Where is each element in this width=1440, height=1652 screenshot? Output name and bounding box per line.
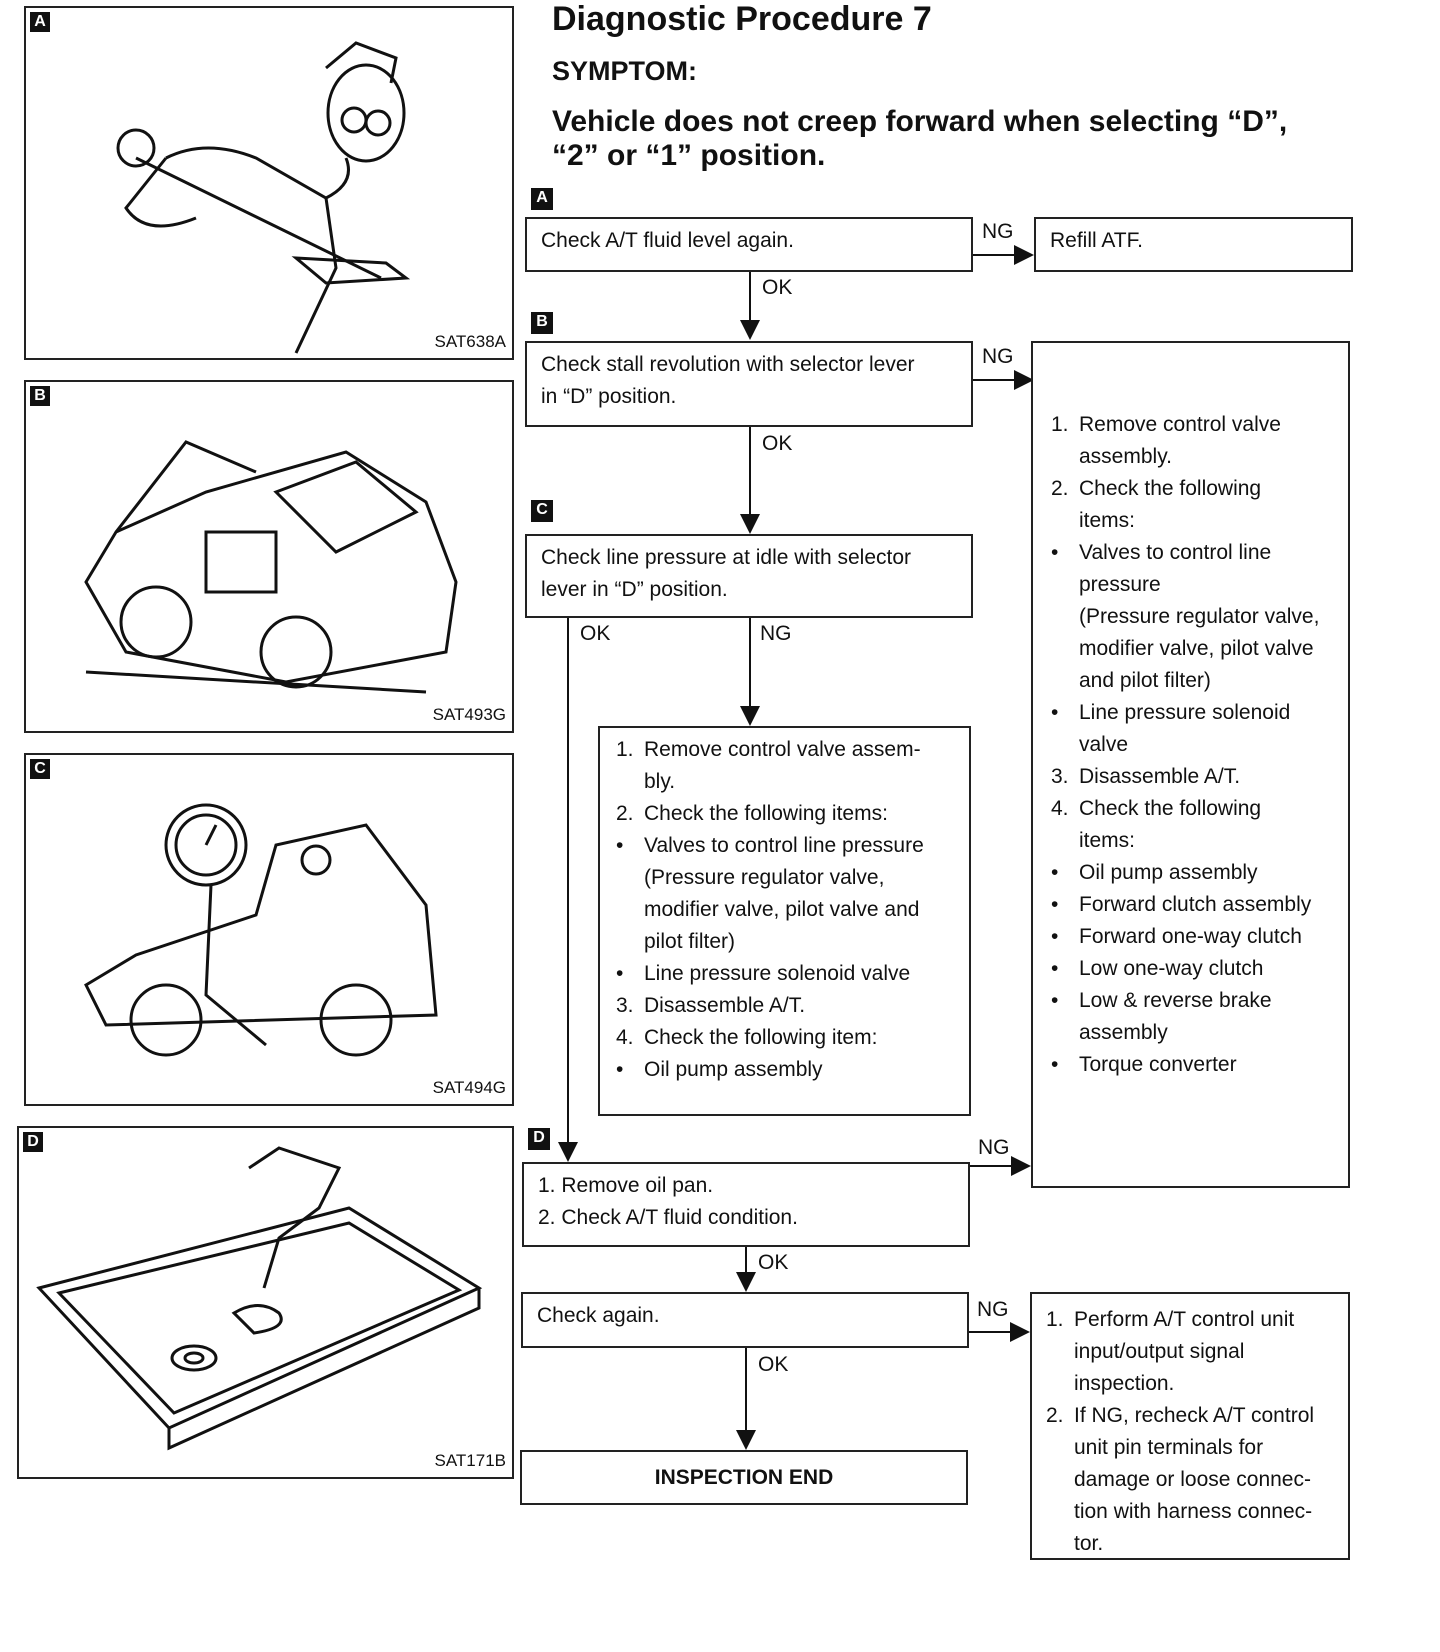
list-item xyxy=(1051,601,1338,633)
ok-label-a: OK xyxy=(762,276,793,299)
list-item-text: items: xyxy=(1079,509,1136,532)
figure-code-c: SAT494G xyxy=(432,1078,506,1097)
step-b-box xyxy=(525,341,973,427)
list-item xyxy=(1046,1400,1338,1432)
inspection-end-text: INSPECTION END xyxy=(654,1466,834,1489)
component-check-list xyxy=(1051,409,1338,1081)
ng-label-b: NG xyxy=(982,345,1014,368)
list-item-text: Oil pump assembly xyxy=(1079,861,1258,884)
list-item-text: items: xyxy=(1079,829,1136,852)
list-marker: 2. xyxy=(1051,477,1069,500)
figure-code-d: SAT171B xyxy=(434,1451,506,1470)
list-marker: • xyxy=(616,834,624,857)
ok-label-c: OK xyxy=(580,622,611,645)
panel-tag-a: A xyxy=(30,12,50,32)
list-marker: 1. xyxy=(1051,413,1069,436)
refill-atf-box xyxy=(1034,217,1353,272)
list-item-text: Valves to control line pressure xyxy=(644,834,924,857)
list-item-text: (Pressure regulator valve, xyxy=(1079,605,1320,628)
list-item-text: unit pin terminals for xyxy=(1074,1436,1264,1459)
step-a-text: Check A/T fluid level again. xyxy=(541,229,794,252)
list-item xyxy=(1051,537,1338,569)
step-tag-d: D xyxy=(528,1128,550,1150)
list-item xyxy=(1051,793,1338,825)
list-item-text: pilot filter) xyxy=(644,930,736,953)
list-item-text: Line pressure solenoid xyxy=(1079,701,1291,724)
line-pressure-ng-box xyxy=(598,726,971,1116)
list-item-text: Low & reverse brake xyxy=(1079,989,1272,1012)
control-unit-inspection-box xyxy=(1030,1292,1350,1560)
list-item-text: inspection. xyxy=(1074,1372,1175,1395)
list-item xyxy=(1051,729,1338,761)
list-item xyxy=(1046,1368,1338,1400)
list-marker: 3. xyxy=(1051,765,1069,788)
list-item xyxy=(1051,569,1338,601)
list-marker: 4. xyxy=(1051,797,1069,820)
list-item-text: Line pressure solenoid valve xyxy=(644,962,911,985)
list-item xyxy=(1046,1496,1338,1528)
list-marker: • xyxy=(1051,957,1059,980)
list-item xyxy=(1051,857,1338,889)
step-a-box xyxy=(525,217,973,272)
list-item-text: Forward clutch assembly xyxy=(1079,893,1312,916)
list-item xyxy=(616,1054,955,1086)
list-item-text: Check the following items: xyxy=(644,802,888,825)
list-item xyxy=(616,958,955,990)
ng-label-a: NG xyxy=(982,220,1014,243)
list-item xyxy=(616,990,955,1022)
step-d-box xyxy=(522,1162,970,1247)
list-item xyxy=(616,1022,955,1054)
list-item-text: assembly xyxy=(1079,1021,1168,1044)
list-item-text: Torque converter xyxy=(1079,1053,1237,1076)
list-item-text: Remove control valve assem- xyxy=(644,738,921,761)
list-item xyxy=(616,926,955,958)
step-tag-c: C xyxy=(531,500,553,522)
list-item xyxy=(1046,1336,1338,1368)
list-item-text: Low one-way clutch xyxy=(1079,957,1264,980)
check-again-text: Check again. xyxy=(537,1304,660,1327)
list-item-text: modifier valve, pilot valve and xyxy=(644,898,920,921)
list-item-text: bly. xyxy=(644,770,676,793)
list-item xyxy=(1046,1432,1338,1464)
list-marker: • xyxy=(1051,893,1059,916)
step-d-line-1: 1. Remove oil pan. xyxy=(538,1174,714,1197)
inspection-end-box xyxy=(520,1450,968,1505)
ok-label-b: OK xyxy=(762,432,793,455)
list-item-text: and pilot filter) xyxy=(1079,669,1211,692)
list-item-text: If NG, recheck A/T control xyxy=(1074,1404,1315,1427)
list-item xyxy=(616,798,955,830)
list-item-text: Check the following item: xyxy=(644,1026,878,1049)
list-marker: • xyxy=(1051,541,1059,564)
list-item xyxy=(616,766,955,798)
list-marker: 1. xyxy=(1046,1308,1064,1331)
ng-label-d: NG xyxy=(978,1136,1010,1159)
step-b-line-2: in “D” position. xyxy=(541,385,677,408)
step-b-line-1: Check stall revolution with selector lever xyxy=(541,353,915,376)
step-tag-b: B xyxy=(531,312,553,334)
list-marker: • xyxy=(1051,701,1059,724)
list-item xyxy=(1046,1464,1338,1496)
list-item xyxy=(1051,1017,1338,1049)
list-marker: • xyxy=(616,962,624,985)
line-pressure-ng-list xyxy=(616,734,955,1086)
component-check-box xyxy=(1031,341,1350,1188)
symptom-line-1: Vehicle does not creep forward when selecting “D”, xyxy=(552,105,1288,138)
list-item-text: valve xyxy=(1079,733,1129,756)
list-item xyxy=(616,894,955,926)
list-marker: • xyxy=(1051,925,1059,948)
list-item xyxy=(1051,1049,1338,1081)
list-item-text: Forward one-way clutch xyxy=(1079,925,1302,948)
list-marker: 4. xyxy=(616,1026,634,1049)
symptom-label: SYMPTOM: xyxy=(552,56,698,86)
list-item-text: tion with harness connec- xyxy=(1074,1500,1313,1523)
list-marker: • xyxy=(616,1058,624,1081)
list-item xyxy=(616,862,955,894)
list-item-text: pressure xyxy=(1079,573,1161,596)
list-item-text: modifier valve, pilot valve xyxy=(1079,637,1314,660)
list-item-text: damage or loose connec- xyxy=(1074,1468,1311,1491)
panel-tag-c: C xyxy=(30,759,50,779)
list-item xyxy=(1051,505,1338,537)
list-marker: • xyxy=(1051,1053,1059,1076)
list-item xyxy=(1051,985,1338,1017)
list-marker: 2. xyxy=(1046,1404,1064,1427)
figure-code-b: SAT493G xyxy=(432,705,506,724)
list-marker: • xyxy=(1051,861,1059,884)
list-item xyxy=(616,734,955,766)
list-item xyxy=(1051,761,1338,793)
list-item-text: Remove control valve xyxy=(1079,413,1281,436)
step-c-line-1: Check line pressure at idle with selector xyxy=(541,546,912,569)
list-marker: 3. xyxy=(616,994,634,1017)
list-item-text: Oil pump assembly xyxy=(644,1058,823,1081)
list-item xyxy=(1051,921,1338,953)
list-item xyxy=(1051,889,1338,921)
list-item xyxy=(616,830,955,862)
ng-label-again: NG xyxy=(977,1298,1009,1321)
list-item-text: assembly. xyxy=(1079,445,1172,468)
list-item-text: Check the following xyxy=(1079,477,1262,500)
ok-label-d: OK xyxy=(758,1251,789,1274)
list-item xyxy=(1046,1304,1338,1336)
panel-tag-d: D xyxy=(23,1132,43,1152)
list-marker: 1. xyxy=(616,738,634,761)
list-marker: • xyxy=(1051,989,1059,1012)
list-item xyxy=(1051,953,1338,985)
control-unit-inspection-list xyxy=(1046,1304,1338,1560)
list-item-text: Check the following xyxy=(1079,797,1262,820)
list-item xyxy=(1046,1528,1338,1560)
list-item-text: Perform A/T control unit xyxy=(1074,1308,1295,1331)
list-item xyxy=(1051,665,1338,697)
step-tag-a: A xyxy=(531,188,553,210)
list-item-text: Disassemble A/T. xyxy=(644,994,806,1017)
symptom-line-2: “2” or “1” position. xyxy=(552,139,826,172)
list-item xyxy=(1051,441,1338,473)
list-item-text: Valves to control line xyxy=(1079,541,1272,564)
list-item xyxy=(1051,473,1338,505)
page-title: Diagnostic Procedure 7 xyxy=(552,0,932,38)
list-marker: 2. xyxy=(616,802,634,825)
panel-tag-b: B xyxy=(30,386,50,406)
list-item xyxy=(1051,825,1338,857)
ng-label-c: NG xyxy=(760,622,792,645)
step-c-line-2: lever in “D” position. xyxy=(541,578,728,601)
step-c-box xyxy=(525,534,973,618)
figure-code-a: SAT638A xyxy=(434,332,506,351)
refill-atf-text: Refill ATF. xyxy=(1050,229,1143,252)
list-item xyxy=(1051,633,1338,665)
check-again-box xyxy=(521,1292,969,1348)
list-item-text: input/output signal xyxy=(1074,1340,1245,1363)
list-item-text: (Pressure regulator valve, xyxy=(644,866,885,889)
step-d-line-2: 2. Check A/T fluid condition. xyxy=(538,1206,798,1229)
list-item xyxy=(1051,697,1338,729)
ok-label-again: OK xyxy=(758,1353,789,1376)
list-item-text: tor. xyxy=(1074,1532,1104,1555)
list-item-text: Disassemble A/T. xyxy=(1079,765,1241,788)
list-item xyxy=(1051,409,1338,441)
